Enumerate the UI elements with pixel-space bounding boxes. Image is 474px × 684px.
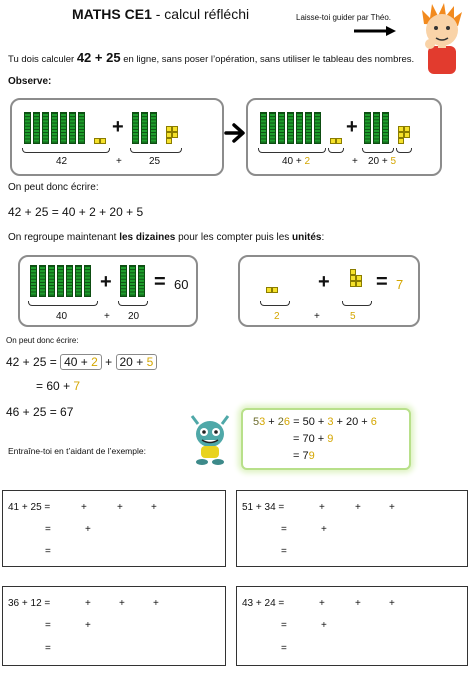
unit-cube: [404, 132, 410, 138]
equals: =: [45, 620, 51, 631]
ex-digit: 5: [253, 416, 260, 428]
panel-dizaines: [18, 255, 198, 327]
example-line-3: [293, 450, 315, 462]
unit-cube: [398, 138, 404, 144]
plus: +: [319, 502, 325, 513]
arrow-right-icon: [224, 122, 246, 144]
instruction-text: [8, 50, 414, 65]
regroup-end: :: [321, 232, 325, 243]
brace: [28, 301, 98, 306]
val-60: 60: [46, 379, 60, 393]
unit-cube: [172, 132, 178, 138]
regroup-unites: unités: [292, 232, 322, 243]
ex-digit: 9: [327, 433, 334, 445]
plus: +: [85, 524, 91, 535]
ten-bar: [57, 265, 64, 297]
intro-before: Tu dois calculer: [8, 54, 77, 65]
brace: [22, 148, 110, 153]
ex-digit: 3: [259, 416, 266, 428]
intro-expression: 42 + 25: [76, 50, 121, 65]
label-40: 40: [56, 311, 68, 322]
ten-bar: [66, 265, 73, 297]
exercise-expression: 51 + 34 =: [242, 502, 285, 513]
label-decomp-right: 20 + 5: [368, 156, 397, 167]
plus: +: [136, 355, 144, 369]
equation-sum: [36, 379, 80, 393]
group-box-dizaine-unite: [116, 354, 158, 370]
ten-bar: [39, 265, 46, 297]
plus: +: [119, 598, 125, 609]
ten-bar: [382, 112, 389, 144]
ten-bar: [75, 265, 82, 297]
plus-sign: +: [318, 271, 330, 293]
equals: =: [281, 524, 287, 535]
regroup-middle: pour les compter puis les: [175, 232, 293, 243]
label-40: 40: [282, 156, 294, 167]
plus-sign: +: [112, 116, 124, 138]
ten-bar: [278, 112, 285, 144]
equals: =: [281, 643, 287, 654]
ten-bar: [129, 265, 136, 297]
exercise-box-2: [236, 490, 468, 567]
ten-bar: [24, 112, 31, 144]
theo-character-illustration: [414, 2, 470, 76]
panel-unites: [238, 255, 420, 327]
training-label: Entraîne-toi en t’aidant de l’exemple:: [8, 446, 146, 456]
brace: [260, 301, 290, 306]
plus: +: [319, 598, 325, 609]
observe-label: Observe:: [8, 76, 52, 87]
exercise-expression: 36 + 12 =: [8, 598, 51, 609]
ten-bar: [69, 112, 76, 144]
label-5: 5: [350, 311, 356, 322]
ten-bar: [305, 112, 312, 144]
ten-bar: [60, 112, 67, 144]
intro-after: en ligne, sans poser l’opération, sans utiliser le tableau des nombres.: [120, 54, 415, 65]
val-20: 20: [119, 355, 133, 369]
example-line-2: [293, 433, 333, 445]
write-label: On peut donc écrire:: [8, 182, 99, 193]
monster-mascot-illustration: [188, 414, 232, 466]
plus: +: [151, 502, 157, 513]
ex-eq: = 70 +: [293, 433, 328, 445]
ex-digit: 2: [277, 416, 284, 428]
unit-cube: [166, 138, 172, 144]
exercise-expression: 43 + 24 =: [242, 598, 285, 609]
ten-bar: [48, 265, 55, 297]
plus: +: [389, 502, 395, 513]
ten-bar: [51, 112, 58, 144]
regroup-before: On regroupe maintenant: [8, 232, 120, 243]
label-plus: +: [352, 156, 358, 167]
brace: [118, 301, 148, 306]
exercise-box-3: [2, 586, 226, 666]
equation-grouped: 42 + 25 = 40 + 2 + 20 + 5: [6, 354, 157, 370]
brace: [342, 301, 372, 306]
plus: +: [117, 502, 123, 513]
ex-eq: = 50 +: [290, 416, 328, 428]
page-title: [72, 6, 249, 22]
plus: +: [80, 355, 88, 369]
brace: [328, 148, 344, 153]
ten-bar: [138, 265, 145, 297]
ex-digit: 6: [283, 416, 291, 428]
ten-bar: [150, 112, 157, 144]
ten-bar: [269, 112, 276, 144]
val-7: 7: [73, 379, 81, 393]
ten-bar: [287, 112, 294, 144]
ex-eq: = 7: [293, 450, 309, 462]
plus: +: [85, 620, 91, 631]
result-7: 7: [396, 277, 404, 292]
group-box-dizaine-unite: [60, 354, 102, 370]
exercise-box-1: [2, 490, 226, 567]
ten-bar: [373, 112, 380, 144]
equals: =: [45, 546, 51, 557]
eq-lhs: 42 + 25 =: [6, 355, 57, 369]
label-42: 42: [56, 156, 68, 167]
panel-42-plus-25: [10, 98, 224, 176]
plus-sign: +: [100, 271, 112, 293]
plus: +: [153, 598, 159, 609]
ex-digit: 9: [308, 450, 315, 462]
plus: +: [321, 524, 327, 535]
result-60: 60: [174, 277, 189, 292]
label-20: 20: [128, 311, 140, 322]
label-25: 25: [149, 156, 161, 167]
ten-bar: [42, 112, 49, 144]
ex-part: + 20 +: [333, 416, 371, 428]
exercise-expression: 41 + 25 =: [8, 502, 51, 513]
plus: +: [63, 379, 71, 393]
equation-decomposition: 42 + 25 = 40 + 2 + 20 + 5: [8, 205, 144, 219]
write-label: On peut donc écrire:: [6, 336, 79, 345]
val-2: 2: [91, 355, 98, 369]
brace: [258, 148, 326, 153]
ten-bar: [33, 112, 40, 144]
label-20: 20: [368, 156, 380, 167]
plus: +: [389, 598, 395, 609]
label-plus: +: [314, 311, 320, 322]
title-main: MATHS CE1: [72, 6, 152, 22]
example-panel: [241, 408, 411, 470]
equals: =: [281, 620, 287, 631]
equals-sign: =: [154, 271, 166, 293]
plus-sign: +: [346, 116, 358, 138]
plus: +: [81, 502, 87, 513]
ten-bar: [314, 112, 321, 144]
label-plus: +: [104, 311, 110, 322]
example-line-1: [253, 416, 377, 428]
unit-cube: [100, 138, 106, 144]
equation-result: 46 + 25 = 67: [6, 405, 74, 419]
plus: +: [321, 620, 327, 631]
ten-bar: [260, 112, 267, 144]
label-5: 5: [390, 156, 397, 167]
unit-cube: [272, 287, 278, 293]
val-40: 40: [64, 355, 78, 369]
ex-digit: 6: [370, 416, 377, 428]
plus: +: [85, 598, 91, 609]
arrow-right-icon: [352, 26, 396, 36]
ten-bar: [30, 265, 37, 297]
ex-plus: +: [265, 416, 278, 428]
ten-bar: [84, 265, 91, 297]
brace: [130, 148, 182, 153]
equals-sign: =: [376, 271, 388, 293]
unit-cube: [336, 138, 342, 144]
brace: [396, 148, 412, 153]
ten-bar: [296, 112, 303, 144]
exercise-box-4: [236, 586, 468, 666]
ten-bar: [141, 112, 148, 144]
val-5: 5: [146, 355, 154, 369]
ten-bar: [364, 112, 371, 144]
unit-cube: [356, 281, 362, 287]
plus: +: [355, 598, 361, 609]
equals: =: [45, 643, 51, 654]
ten-bar: [120, 265, 127, 297]
ten-bar: [132, 112, 139, 144]
ex-digit: 3: [327, 416, 334, 428]
label-decomp-left: 40 + 2: [282, 156, 311, 167]
equals: =: [45, 524, 51, 535]
panel-decomposition: [246, 98, 442, 176]
equals: =: [281, 546, 287, 557]
plus: +: [355, 502, 361, 513]
regroup-dizaines: les dizaines: [119, 232, 176, 243]
regroup-text: [8, 232, 324, 243]
label-plus: +: [116, 156, 122, 167]
label-2: 2: [304, 156, 311, 167]
label-2: 2: [274, 311, 280, 322]
title-sub: - calcul réfléchi: [155, 6, 250, 22]
ten-bar: [78, 112, 85, 144]
brace: [362, 148, 394, 153]
guide-text: Laisse-toi guider par Théo.: [296, 13, 392, 22]
eq-sign: =: [36, 379, 44, 393]
